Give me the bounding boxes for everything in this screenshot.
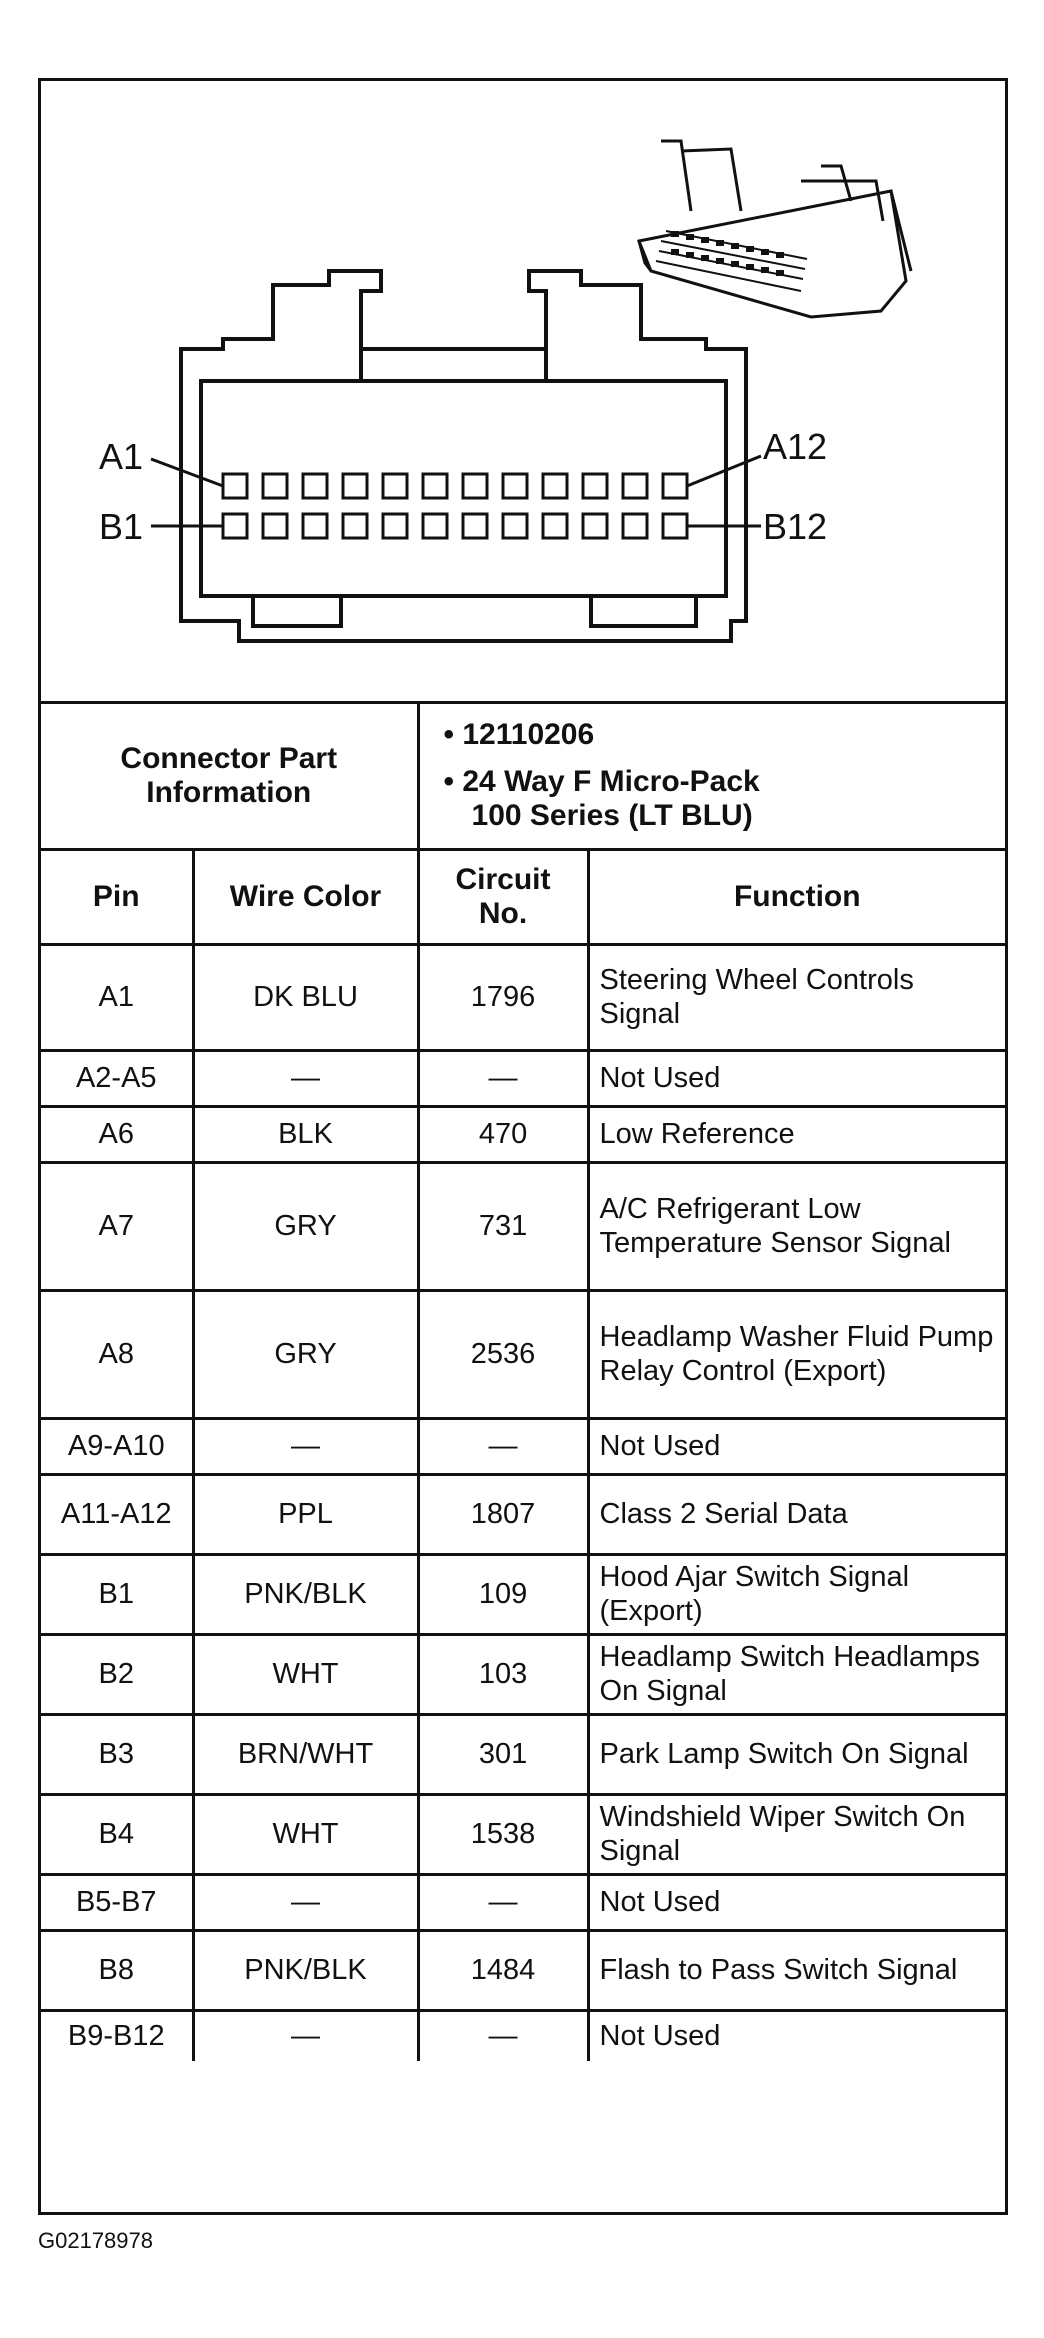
table-row: [41, 2011, 1005, 2061]
cell-pin: A9-A10: [41, 1419, 193, 1475]
cell-function: Low Reference: [588, 1107, 1005, 1163]
cell-function: Not Used: [588, 1051, 1005, 1107]
table-row: [41, 1419, 1005, 1475]
cell-pin: B8: [41, 1931, 193, 2011]
connector-3d-view: [639, 141, 911, 317]
table-row: [41, 1475, 1005, 1555]
cell-function: Hood Ajar Switch Signal (Export): [588, 1555, 1005, 1635]
header-function: Function: [588, 850, 1005, 945]
cell-wire-color: GRY: [193, 1291, 418, 1419]
connector-info-details: • 12110206 • 24 Way F Micro-Pack 100 Series (LT BLU): [418, 704, 1005, 850]
cell-circuit: 2536: [418, 1291, 588, 1419]
connector-diagram: [41, 81, 1005, 704]
table-row: [41, 1051, 1005, 1107]
cell-pin: B4: [41, 1795, 193, 1875]
cell-circuit: 301: [418, 1715, 588, 1795]
table-row: [41, 945, 1005, 1051]
cell-circuit: 731: [418, 1163, 588, 1291]
cell-wire-color: PNK/BLK: [193, 1931, 418, 2011]
connector-face: [181, 271, 746, 641]
cell-pin: A2-A5: [41, 1051, 193, 1107]
cell-wire-color: —: [193, 1051, 418, 1107]
connector-drawing: [41, 81, 1005, 701]
cell-circuit: —: [418, 2011, 588, 2061]
table-header-row: [41, 850, 1005, 945]
cell-pin: A6: [41, 1107, 193, 1163]
pin-cavities: [223, 474, 687, 538]
header-circuit: Circuit No.: [418, 850, 588, 945]
cell-wire-color: WHT: [193, 1635, 418, 1715]
cell-function: Headlamp Switch Headlamps On Signal: [588, 1635, 1005, 1715]
table-row: [41, 1795, 1005, 1875]
cell-wire-color: WHT: [193, 1795, 418, 1875]
pin-label-b12: B12: [763, 506, 828, 547]
cell-circuit: 1538: [418, 1795, 588, 1875]
cell-pin: B1: [41, 1555, 193, 1635]
header-pin: Pin: [41, 850, 193, 945]
cell-circuit: 1807: [418, 1475, 588, 1555]
part-number: 12110206: [462, 718, 595, 751]
table-row: [41, 1931, 1005, 2011]
cell-circuit: 470: [418, 1107, 588, 1163]
cell-function: Windshield Wiper Switch On Signal: [588, 1795, 1005, 1875]
cell-pin: A8: [41, 1291, 193, 1419]
table-row: [41, 1875, 1005, 1931]
pinout-table: [41, 704, 1005, 2061]
cell-function: Class 2 Serial Data: [588, 1475, 1005, 1555]
cell-pin: B9-B12: [41, 2011, 193, 2061]
table-row: [41, 1635, 1005, 1715]
pin-label-b1: B1: [99, 506, 144, 547]
cell-wire-color: —: [193, 1875, 418, 1931]
cell-function: Headlamp Washer Fluid Pump Relay Control (Export): [588, 1291, 1005, 1419]
cell-pin: B2: [41, 1635, 193, 1715]
cell-circuit: —: [418, 1419, 588, 1475]
cell-circuit: 1796: [418, 945, 588, 1051]
cell-wire-color: —: [193, 2011, 418, 2061]
cell-function: Flash to Pass Switch Signal: [588, 1931, 1005, 2011]
cell-pin: B5-B7: [41, 1875, 193, 1931]
cell-wire-color: DK BLU: [193, 945, 418, 1051]
connector-sheet: [38, 78, 1008, 2215]
cell-circuit: —: [418, 1875, 588, 1931]
figure-code: G02178978: [38, 2228, 153, 2253]
connector-info-label: Connector Part Information: [41, 704, 418, 850]
table-row: [41, 1715, 1005, 1795]
cell-wire-color: PNK/BLK: [193, 1555, 418, 1635]
cell-circuit: 109: [418, 1555, 588, 1635]
connector-info-row: [41, 704, 1005, 850]
cell-wire-color: PPL: [193, 1475, 418, 1555]
table-row: [41, 1107, 1005, 1163]
cell-pin: A7: [41, 1163, 193, 1291]
cell-function: Not Used: [588, 1875, 1005, 1931]
table-row: [41, 1163, 1005, 1291]
cell-function: Steering Wheel Controls Signal: [588, 945, 1005, 1051]
pin-label-a1: A1: [99, 436, 144, 477]
cell-function: Park Lamp Switch On Signal: [588, 1715, 1005, 1795]
cell-circuit: —: [418, 1051, 588, 1107]
table-row: [41, 1291, 1005, 1419]
cell-wire-color: GRY: [193, 1163, 418, 1291]
pin-label-a12: A12: [763, 426, 828, 467]
table-row: [41, 1555, 1005, 1635]
cell-wire-color: —: [193, 1419, 418, 1475]
cell-function: A/C Refrigerant Low Temperature Sensor Signal: [588, 1163, 1005, 1291]
connector-description-line1: 24 Way F Micro-Pack: [462, 764, 760, 798]
cell-pin: A1: [41, 945, 193, 1051]
cell-circuit: 103: [418, 1635, 588, 1715]
cell-wire-color: BLK: [193, 1107, 418, 1163]
header-wire-color: Wire Color: [193, 850, 418, 945]
cell-pin: B3: [41, 1715, 193, 1795]
cell-function: Not Used: [588, 1419, 1005, 1475]
cell-function: Not Used: [588, 2011, 1005, 2061]
connector-description-line2: 100 Series (LT BLU): [471, 799, 753, 832]
cell-wire-color: BRN/WHT: [193, 1715, 418, 1795]
cell-pin: A11-A12: [41, 1475, 193, 1555]
cell-circuit: 1484: [418, 1931, 588, 2011]
